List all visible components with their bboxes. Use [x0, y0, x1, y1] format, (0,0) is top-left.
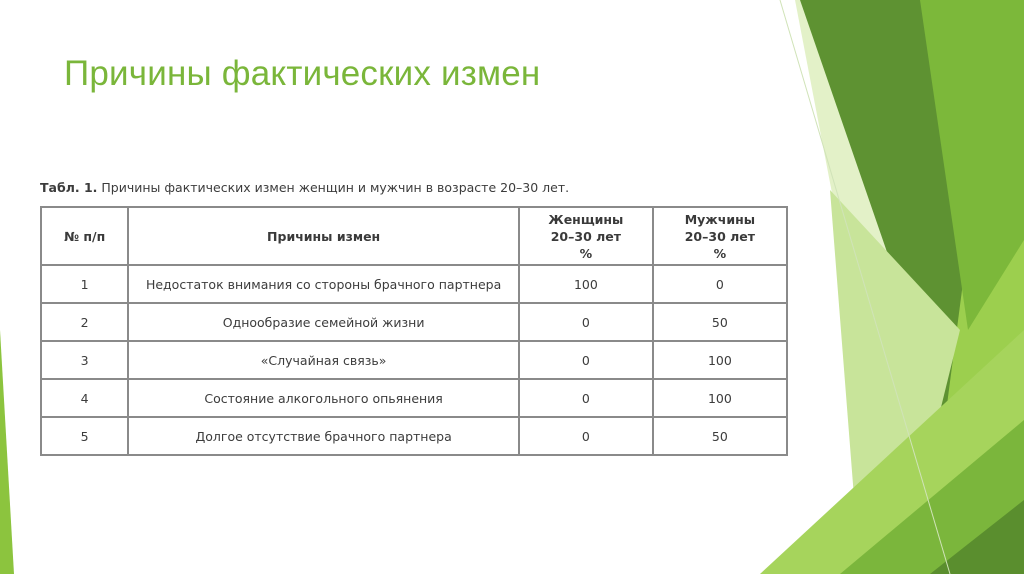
- table-header-row: [41, 207, 787, 265]
- cell-women: 0: [519, 379, 653, 417]
- table-row: [41, 303, 787, 341]
- header-men-line1: Мужчины: [684, 211, 756, 227]
- cell-men: 50: [653, 417, 787, 455]
- header-men: [653, 207, 787, 265]
- cell-reason: Состояние алкогольного опьянения: [128, 379, 519, 417]
- table-caption-text: Причины фактических измен женщин и мужчин в возрасте 20–30 лет.: [97, 180, 570, 195]
- cell-number: 4: [41, 379, 128, 417]
- cell-women: 0: [519, 303, 653, 341]
- cell-number: 5: [41, 417, 128, 455]
- header-women-line3: %: [579, 245, 593, 261]
- header-men-line2: 20–30 лет: [684, 228, 756, 244]
- cell-men: 100: [653, 341, 787, 379]
- cell-reason: Долгое отсутствие брачного партнера: [128, 417, 519, 455]
- table-row: [41, 417, 787, 455]
- cell-reason: «Случайная связь»: [128, 341, 519, 379]
- reasons-table: [40, 206, 788, 456]
- cell-men: 0: [653, 265, 787, 303]
- cell-women: 0: [519, 417, 653, 455]
- deco-shape-left-strip: [0, 330, 14, 574]
- header-men-line3: %: [713, 245, 727, 261]
- cell-number: 2: [41, 303, 128, 341]
- header-number: № п/п: [41, 207, 128, 265]
- cell-reason: Недостаток внимания со стороны брачного партнера: [128, 265, 519, 303]
- cell-reason: Однообразие семейной жизни: [128, 303, 519, 341]
- header-women: [519, 207, 653, 265]
- cell-men: 50: [653, 303, 787, 341]
- header-reason: Причины измен: [128, 207, 519, 265]
- cell-men: 100: [653, 379, 787, 417]
- cell-number: 1: [41, 265, 128, 303]
- slide-title: Причины фактических измен: [64, 54, 541, 93]
- table-caption: [40, 180, 569, 195]
- header-women-line2: 20–30 лет: [550, 228, 622, 244]
- header-women-line1: Женщины: [548, 211, 624, 227]
- cell-women: 100: [519, 265, 653, 303]
- cell-women: 0: [519, 341, 653, 379]
- table-row: [41, 379, 787, 417]
- table-row: [41, 265, 787, 303]
- table-caption-label: Табл. 1.: [40, 180, 98, 195]
- table-row: [41, 341, 787, 379]
- cell-number: 3: [41, 341, 128, 379]
